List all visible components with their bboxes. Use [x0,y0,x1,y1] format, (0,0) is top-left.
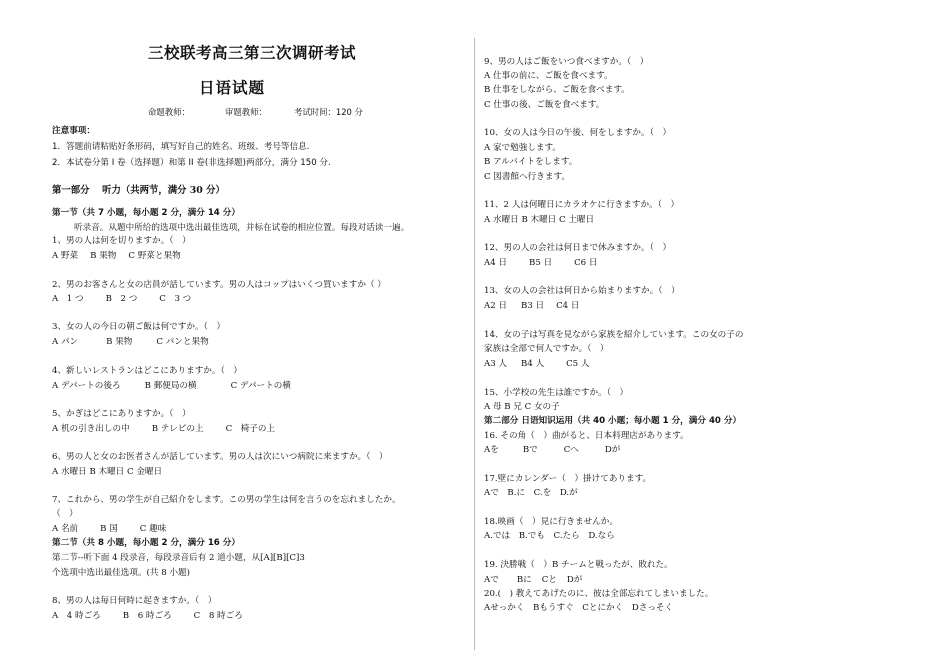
question-stem: 9、男の人はご飯をいつ食べますか。（ ） [484,57,649,67]
question-options: A2 日 B3 日 C4 日 [484,301,580,311]
question-stem: 13、女の人の会社は何日から始まりますか。（ ） [484,286,680,296]
question-option: A 仕事の前に、ご飯を食べます。 [484,71,613,81]
section1-heading: 第一节（共 7 小题，每小题 2 分，满分 14 分） [52,208,240,218]
reviewer-label: 审题教师： [225,107,267,117]
question-stem: 10、女の人は今日の午後、何をしますか。（ ） [484,128,672,138]
note-item: 2．本试卷分第 I 卷（选择题）和第 II 卷(非选择题)两部分，满分 150 分. [52,158,331,168]
exam-title: 三校联考高三第三次调研考试 [148,43,357,62]
question-stem: 14、女の子は写真を見ながら家族を紹介しています。この女の子の [484,330,744,340]
question-options: A.では B.でも C.たら D.なら [484,531,615,541]
exam-subtitle: 日语试题 [199,78,266,97]
question-options: Aで Bに Cと Dが [484,575,583,585]
question-stem: 7、これから、男の学生が自己紹介をします。この男の学生は何を言うのを忘れましたか。 [52,495,401,505]
question-stem: 19. 決勝戦（ ）B チームと戦ったが、敗れた。 [484,560,673,570]
question-stem: 18.映画（ ）見に行きませんか。 [484,517,618,527]
question-options: A 野菜 B 果物 C 野菜と果物 [52,251,181,261]
question-stem: 11、2 人は何曜日にカラオケに行きますか。（ ） [484,200,680,210]
question-options: A 名前 B 国 C 趣味 [52,524,167,534]
question-stem: 家族は全部で何人ですか。（ ） [484,344,609,354]
question-stem: 15、小学校の先生は誰ですか。（ ） [484,388,629,398]
question-options: A 4 時ごろ B 6 時ごろ C 8 時ごろ [52,611,243,621]
column-divider [474,38,475,650]
question-options: A 1 つ B 2 つ C 3 つ [52,294,192,304]
section2-instruction: 第二节--听下面 4 段录音，每段录音后有 2 道小题，从[A][B][C]3 [52,553,305,563]
part1-heading: 第一部分 听力（共两节，满分 30 分） [52,185,225,196]
question-options: A 母 B 兄 C 女の子 [484,402,560,412]
section2-instruction: 个选项中选出最佳选项。(共 8 小题) [52,568,190,578]
question-options: A 机の引き出しの中 B テレビの上 C 椅子の上 [52,424,276,434]
exam-time: 考试时间：120 分 [294,107,363,117]
question-options: A3 人 B4 人 C5 人 [484,359,590,369]
question-stem: 20.( ) 教えてあげたのに、彼は全部忘れてしまいました。 [484,589,714,599]
section1-instruction: 听录音。从题中所给的选项中选出最佳选项，并标在试卷的相应位置。每段对话读一遍。 [74,223,410,233]
question-stem: 4、新しいレストランはどこにありますか。（ ） [52,366,242,376]
question-options: A デパートの後ろ B 郵便局の横 C デパートの横 [52,381,291,391]
question-options: A パン B 果物 C パンと果物 [52,337,209,347]
question-option: C 図書館へ行きます。 [484,172,570,182]
question-option: A 家で勉強します。 [484,143,562,153]
part2-heading: 第二部分 日语知识运用（共 40 小题；每小题 1 分，满分 40 分） [484,416,742,426]
section2-heading: 第二节（共 8 小题，每小题 2 分，满分 16 分） [52,538,240,548]
question-stem: 2、男のお客さんと女の店員が話しています。男の人はコップはいくつ買いますか（ ） [52,280,386,290]
question-stem: 8、男の人は毎日何時に起きますか。（ ） [52,596,217,606]
teacher-label: 命题教师： [148,107,190,117]
question-option: B アルバイトをします。 [484,157,578,167]
question-stem: 3、女の人の今日の朝ご飯は何ですか。（ ） [52,322,226,332]
question-options: A 水曜日 B 木曜日 C 土曜日 [484,215,595,225]
question-options: A4 日 B5 日 C6 日 [484,258,598,268]
question-options: Aせっかく Bもうすぐ Cとにかく Dさっそく [484,603,674,613]
question-stem: 16. その角（ ）曲がると、日本料理店があります。 [484,431,689,441]
question-stem: 5、かぎはどこにありますか。（ ） [52,409,191,419]
question-option: C 仕事の後、ご飯を食べます。 [484,100,605,110]
question-options: A 水曜日 B 木曜日 C 金曜日 [52,467,163,477]
note-item: 1．答题前请粘贴好条形码，填写好自己的姓名、班级、考号等信息. [52,142,310,152]
question-options: Aで B.に C.を D.が [484,488,578,498]
question-stem: 17.壁にカレンダー（ ）掛けてあります。 [484,474,652,484]
question-stem: 6、男の人と女のお医者さんが話しています。男の人は次にいつ病院に来ますか。（ ） [52,452,388,462]
answer-blank: （ ） [52,509,78,519]
question-option: B 仕事をしながら、ご飯を食べます。 [484,85,630,95]
question-stem: 12、男の人の会社は何日まで休みますか。（ ） [484,243,672,253]
notes-heading: 注意事项： [52,126,95,136]
question-options: Aを Bで Cへ Dが [484,445,621,455]
question-stem: 1、男の人は何を切りますか。（ ） [52,236,191,246]
